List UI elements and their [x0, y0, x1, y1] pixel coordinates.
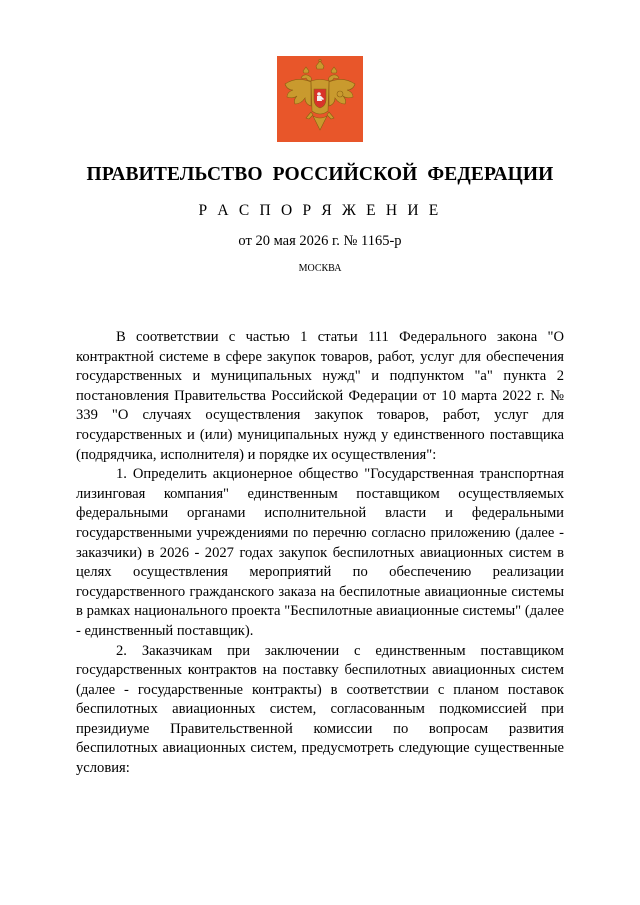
document-type: Р А С П О Р Я Ж Е Н И Е — [198, 202, 442, 219]
paragraph-preamble: В соответствии с частью 1 статьи 111 Федерального закона "О контрактной системе в сфере закупок товаров, работ, услуг для обеспечения государственных и муниципальных нужд" и подпунктом "а" пункта 2 постановления Правительства Российской Федерации от 10 марта 2022 г. № 339 "О случаях осуществления закупок товаров, работ, услуг для государственных и (или) муниципальных нужд у единственного поставщика (подрядчика, исполнителя) и порядке их осуществления": — [76, 329, 564, 463]
paragraph-item-1: 1. Определить акционерное общество "Государственная транспортная лизинговая компания" единственным поставщиком осуществляемых федеральными органами исполнительной власти и федеральными государственными учреждениями по перечню согласно приложению (далее - заказчики) в 2026 - 2027 годах закупок беспилотных авиационных систем в целях осуществления мероприятий по обеспечению реализации государственного гражданского заказа на беспилотные авиационные системы в рамках национального проекта "Беспилотные авиационные системы" (далее - единственный поставщик). — [76, 466, 564, 639]
document-date-number: от 20 мая 2026 г. № 1165-р — [238, 233, 402, 249]
government-title: ПРАВИТЕЛЬСТВО РОССИЙСКОЙ ФЕДЕРАЦИИ — [86, 164, 554, 185]
russian-coat-of-arms-icon — [277, 56, 363, 142]
document-city: МОСКВА — [298, 263, 342, 274]
document-body — [76, 328, 564, 779]
paragraph-item-2: 2. Заказчикам при заключении с единственным поставщиком государственных контрактов на поставку беспилотных авиационных систем (далее - государственные контракты) в соответствии с планом поставок беспилотных авиационных систем, согласованным подкомиссией при президиуме Правительственной комиссии по вопросам развития беспилотных авиационных систем, предусмотреть следующие существенные условия: — [76, 642, 564, 777]
